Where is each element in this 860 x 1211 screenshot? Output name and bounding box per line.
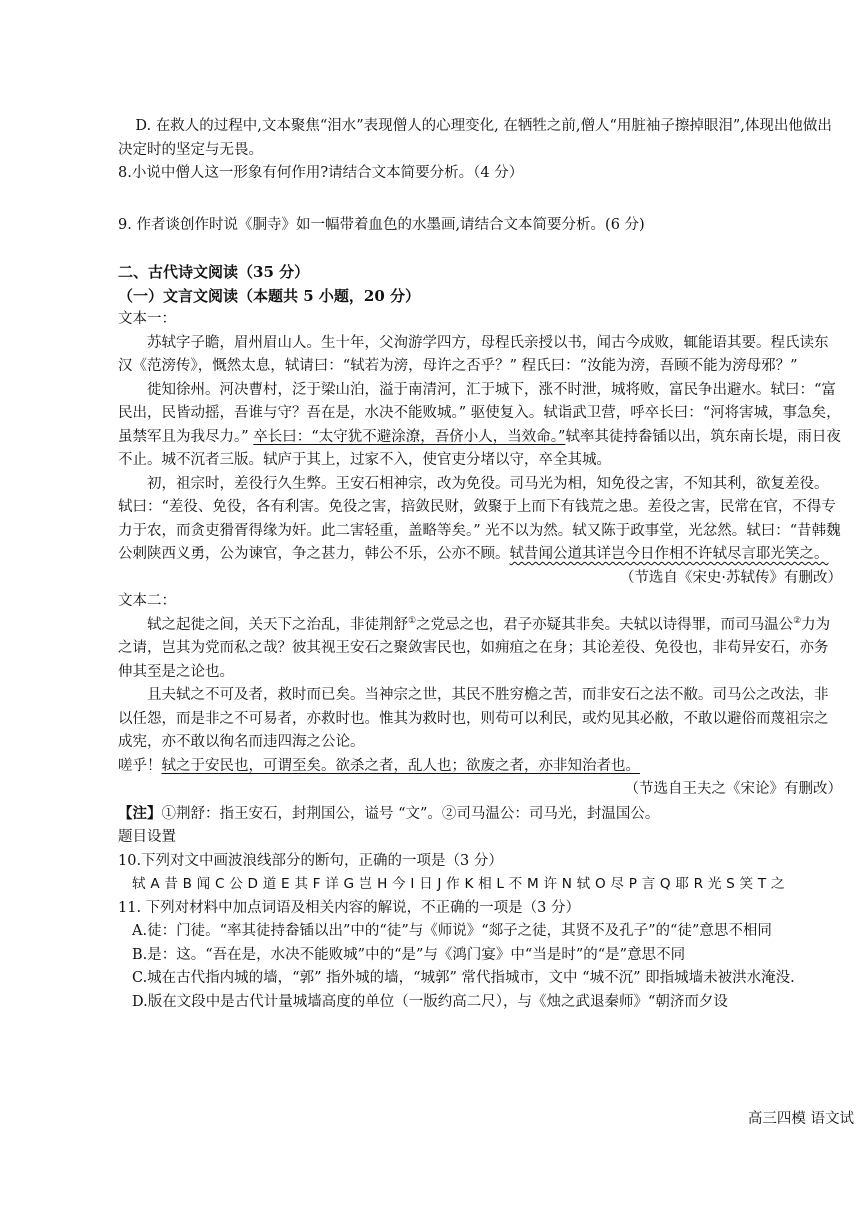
text-one-paragraph-3-part-a: 初，祖宗时，差役行久生弊。王安石相神宗，改为免役。司马光为相，知免役之害，不知其利，欲复差役。轼曰：“差役、免役，各有利害。免役之害，掊敛民财，敛聚于上而下有钱荒之患。差役之害，民常在官，不得专力于农，而贪吏猾胥得缘为奸。此二害轻重，盖略等矣。” 光不以为然。轼又陈于政事堂，光忿然。轼曰：“昔韩魏公刺陕西义勇，公为谏官，争之甚力，韩公不乐，公亦不顾。 [118, 475, 841, 562]
text-one-paragraph-2-part-b: 轼率其徒持畚锸以出，筑东南长堤，雨日夜不止。城不沉者三版。轼庐于其上，过家不入，使官吏分堵以守，卒全其城。 [118, 428, 841, 468]
text-two-label: 文本二： [118, 593, 176, 609]
answer-space [118, 237, 842, 261]
text-one-paragraph-1: 苏轼字子瞻，眉州眉山人。生十年，父洵游学四方，母程氏亲授以书，闻古今成败，辄能语其要。程氏读东汉《范滂传》，慨然太息，轼请曰：“轼若为滂，母许之否乎？” 程氏曰：“汝能为滂，吾顾不能为滂母邪？” [118, 334, 829, 374]
text-one-source: （节选自《宋史·苏轼传》有删改） [619, 569, 842, 586]
question-9: 9. 作者谈创作时说《胴寺》如一幅带着血色的水墨画,请结合文本简要分析。(6 分) [118, 216, 645, 233]
text-two-paragraph-1-part-c: 力为之请，岂其为党而私之哉？彼其视王安石之聚敛害民也，如痈疽之在身；其论差役、免役也，非苟异安石，亦务伸其至是之论也。 [118, 616, 831, 680]
question-10: 10.下列对文中画波浪线部分的断句，正确的一项是（3 分） [118, 852, 503, 869]
text-two-paragraph-1 [118, 614, 842, 685]
question-11-option-b: B.是：这。“吾在是，水决不能败城”中的“是”与《鸿门宴》中“当是时”的“是”意思不同 [132, 946, 686, 963]
text-two-source: （节选自王夫之《宋论》有删改） [624, 781, 842, 797]
footnote-marker-2: ② [793, 615, 802, 626]
annotation-text: ①荆舒：指王安石，封荆国公，谥号 “文”。②司马温公：司马光，封温国公。 [161, 805, 660, 822]
underlined-sentence: 卒长曰：“太守犹不避涂潦，吾侪小人，当效命。” [253, 428, 566, 445]
page-footer: 高三四模 语文试 [747, 1111, 854, 1127]
text-two-paragraph-2: 且夫轼之不可及者，救时而已矣。当神宗之世，其民不胜穷檐之苦，而非安石之法不敝。司马公之改法，非以任怨，而是非之不可易者，亦救时也。惟其为救时也，则苟可以利民，或灼见其必敝，不敢以避俗而蔑祖宗之成宪，亦不敢以徇名而违四海之公论。 [118, 687, 829, 750]
question-10-options: 轼 A 昔 B 闻 C 公 D 道 E 其 F 详 G 岂 H 今 I 日 J 作 K 相 L 不 M 许 N 轼 O 尽 P 言 Q 耶 R 光 S 笑 T 之 [132, 876, 785, 892]
answer-space [118, 186, 842, 214]
text-two-paragraph-1-part-a: 轼之起徙之间，关天下之治乱，非徒荆舒 [147, 616, 408, 633]
question-7-option-d: D. 在救人的过程中,文本聚焦“泪水”表现僧人的心理变化, 在牺牲之前,僧人“用脏袖子擦掉眼泪”,体现出他做出决定时的坚定与无畏。 [118, 118, 832, 158]
text-one-paragraph-2-part-a: 徙知徐州。河决曹村，泛于梁山泊，溢于南清河，汇于城下，涨不时泄，城将败，富民争出避水。轼曰：“富民出，民皆动摇，吾谁与守？吾在是，水决不能败城。” 驱使复入。轼诣武卫营，呼卒长曰：“河将害城，事急矣，虽禁军且为我尽力。” [118, 381, 841, 445]
question-settings-label: 题目设置 [118, 829, 176, 845]
annotation [118, 802, 842, 827]
subsection-heading: （一）文言文阅读（本题共 5 小题，20 分） [118, 286, 420, 305]
question-11-option-c: C.城在古代指内城的墙，“郭” 指外城的墙，“城郭” 常代指城市，文中 “城不沉” 即指城墙未被洪水淹没. [132, 970, 795, 986]
text-two-paragraph-3-lead: 嗟乎！ [118, 757, 162, 774]
annotation-label: 【注】 [118, 804, 162, 822]
question-8: 8.小说中僧人这一形象有何作用?请结合文本简要分析。（4 分） [118, 165, 524, 181]
exam-page [118, 115, 842, 1014]
text-two-paragraph-3 [118, 755, 842, 779]
text-one-paragraph-3 [118, 473, 842, 567]
wavy-underlined-sentence: 轼昔闻公道其详岂今日作相不许轼尽言耶光笑之。 [509, 546, 829, 562]
question-11: 11. 下列对材料中加点词语及相关内容的解说，不正确的一项是（3 分） [118, 899, 581, 916]
question-11-option-a: A.徒：门徒。“率其徒持畚锸以出”中的“徒”与《师说》“郯子之徒，其贤不及孔子”的“徒”意思不相同 [132, 923, 772, 939]
section-heading: 二、古代诗文阅读（35 分） [118, 263, 310, 281]
footnote-marker-1: ① [408, 615, 417, 626]
text-one-paragraph-2 [118, 379, 842, 473]
question-11-option-d: D.版在文段中是古代计量城墙高度的单位（一版约高二尺），与《烛之武退秦师》“朝济而夕设 [132, 993, 728, 1010]
underlined-sentence: 轼之于安民也，可谓至矣。欲杀之者，乱人也；欲废之者，亦非知治者也。 [161, 757, 640, 774]
text-one-label: 文本一： [118, 311, 176, 327]
text-two-paragraph-1-part-b: 之党忌之也，君子亦疑其非矣。夫轼以诗得罪，而司马温公 [416, 616, 794, 633]
